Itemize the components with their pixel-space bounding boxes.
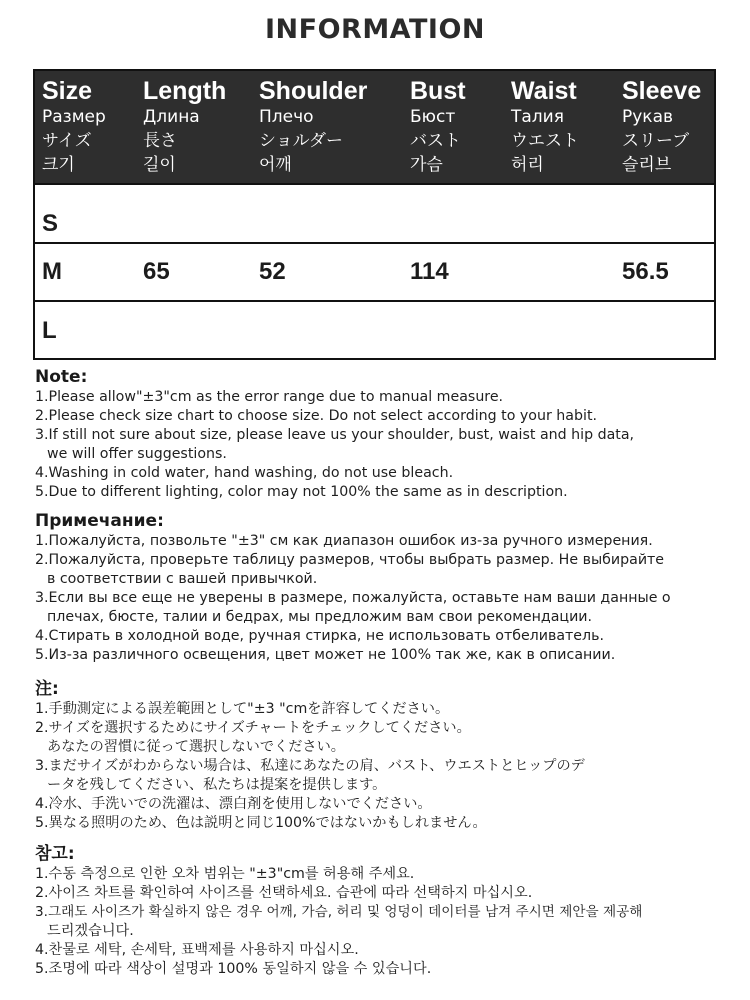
header-label-en: Size	[42, 77, 93, 105]
note-line: 1.手動測定による誤差範囲として"±3 "cmを許容してください。	[35, 701, 450, 717]
header-label-en: Waist	[511, 77, 577, 105]
note-line: 3.まだサイズがわからない場合は、私達にあなたの肩、バスト、ウエストとヒップのデ	[35, 758, 585, 774]
header-label-en: Length	[143, 77, 227, 105]
table-cell-bust: 114	[410, 258, 449, 285]
header-label-ja: 長さ	[143, 131, 177, 151]
header-label-ru: Размер	[42, 107, 106, 127]
header-label-ko: 길이	[143, 155, 176, 175]
note-line: ータを残してください、私たちは提案を提供します。	[47, 777, 387, 793]
table-cell-sleeve: 56.5	[622, 258, 669, 285]
header-label-en: Bust	[410, 77, 466, 105]
note-line: 2.Пожалуйста, проверьте таблицу размеров, чтобы выбрать размер. Не выбирайте	[35, 552, 665, 568]
note-line: 3.If still not sure about size, please leave us your shoulder, bust, waist and hip data,	[35, 427, 635, 443]
header-label-ja: ウエスト	[511, 131, 579, 151]
table-cell-length: 65	[143, 258, 170, 285]
note-line: 4.찬물로 세탁, 손세탁, 표백제를 사용하지 마십시오.	[35, 942, 359, 958]
note-line: плечах, бюсте, талии и бедрах, мы предложим вам свои рекомендации.	[47, 609, 593, 625]
header-length	[143, 77, 226, 177]
note-line: 2.Please check size chart to choose size. Do not select according to your habit.	[35, 408, 598, 424]
note-line: 5.異なる照明のため、色は説明と同じ100%ではないかもしれません。	[35, 815, 487, 831]
table-cell-shoulder: 52	[259, 258, 286, 285]
note-line: 3.그래도 사이즈가 확실하지 않은 경우 어깨, 가슴, 허리 및 엉덩이 데이터를 남겨 주시면 제안을 제공해	[35, 904, 643, 920]
note-line: 2.사이즈 차트를 확인하여 사이즈를 선택하세요. 습관에 따라 선택하지 마십시오.	[35, 885, 533, 901]
note-line: 1.Пожалуйста, позвольте "±3" см как диапазон ошибок из-за ручного измерения.	[35, 533, 653, 549]
table-cell-size: S	[42, 210, 59, 237]
note-line: 3.Если вы все еще не уверены в размере, пожалуйста, оставьте нам ваши данные о	[35, 590, 671, 606]
header-label-ja: スリーブ	[622, 131, 690, 151]
note-line: あなたの習慣に従って選択しないでください。	[47, 739, 345, 755]
header-label-ja: ショルダー	[259, 131, 343, 151]
header-label-ru: Талия	[511, 107, 564, 127]
note-line: 2.サイズを選択するためにサイズチャートをチェックしてください。	[35, 720, 471, 736]
header-sleeve	[622, 77, 701, 177]
table-row-s	[35, 183, 714, 242]
note-line: 4.Стирать в холодной воде, ручная стирка, не использовать отбеливатель.	[35, 628, 604, 644]
note-line: 5.조명에 따라 색상이 설명과 100% 동일하지 않을 수 있습니다.	[35, 961, 432, 977]
page-title: INFORMATION	[264, 14, 485, 45]
header-label-ko: 크기	[42, 155, 75, 175]
header-label-ru: Рукав	[622, 107, 674, 127]
header-label-ru: Бюст	[410, 107, 456, 127]
notes-japanese	[35, 678, 735, 833]
header-size	[42, 77, 106, 177]
note-line: в соответствии с вашей привычкой.	[47, 571, 318, 587]
note-line: 1.Please allow"±3"cm as the error range due to manual measure.	[35, 389, 504, 405]
notes-korean	[35, 843, 735, 979]
notes-heading: 참고:	[35, 844, 75, 864]
note-line: 5.Из-за различного освещения, цвет может не 100% так же, как в описании.	[35, 647, 616, 663]
note-line: 드리겠습니다.	[47, 923, 134, 939]
header-label-ko: 허리	[511, 155, 544, 175]
table-cell-size: M	[42, 258, 62, 285]
notes-heading: Примечание:	[35, 511, 164, 531]
table-row-m	[35, 242, 714, 300]
header-label-en: Sleeve	[622, 77, 702, 105]
header-bust	[410, 77, 466, 177]
header-label-ja: バスト	[410, 131, 461, 151]
note-line: 5.Due to different lighting, color may not 100% the same as in description.	[35, 484, 568, 500]
header-label-ko: 가슴	[410, 155, 443, 175]
notes-russian	[35, 510, 735, 665]
header-label-ko: 어깨	[259, 155, 292, 175]
table-cell-size: L	[42, 317, 57, 344]
notes-heading: 注:	[35, 679, 59, 699]
note-line: 4.Washing in cold water, hand washing, do not use bleach.	[35, 465, 454, 481]
header-label-ko: 슬리브	[622, 155, 672, 175]
note-line: we will offer suggestions.	[47, 446, 227, 462]
header-label-ru: Длина	[143, 107, 200, 127]
notes-heading: Note:	[35, 367, 88, 387]
header-waist	[511, 77, 579, 177]
notes-english	[35, 366, 735, 502]
table-row-l	[35, 300, 714, 358]
table-header	[35, 71, 714, 183]
header-shoulder	[259, 77, 367, 177]
header-label-ru: Плечо	[259, 107, 314, 127]
note-line: 1.수동 측정으로 인한 오차 범위는 "±3"cm를 허용해 주세요.	[35, 866, 415, 882]
header-label-ja: サイズ	[42, 131, 92, 151]
header-label-en: Shoulder	[259, 77, 368, 105]
size-chart-table	[33, 69, 716, 360]
note-line: 4.冷水、手洗いでの洗濯は、漂白剤を使用しないでください。	[35, 796, 432, 812]
